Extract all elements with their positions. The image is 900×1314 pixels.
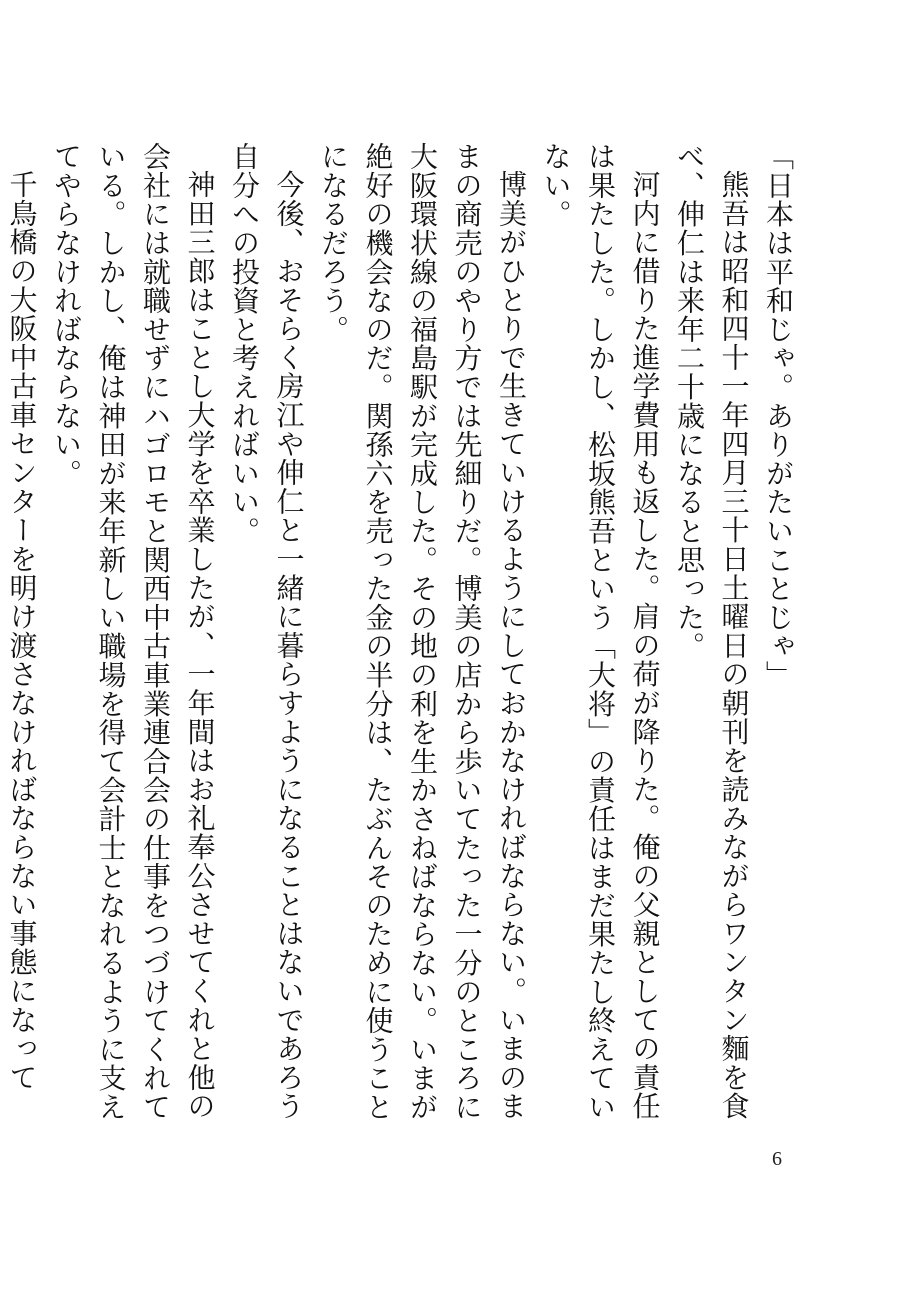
paragraph: 千鳥橋の大阪中古車センターを明け渡さなければならない事態になって <box>5 170 39 1092</box>
paragraph-dialogue: 「日本は平和じゃ。ありがたいことじゃ」 <box>762 142 795 690</box>
paragraph: 博美がひとりで生きていけるようにしておかなければならない。いまのままの商売のやり方では先細りだ。博美の店から歩いてたった一分のところに大阪環状線の福島駅が完成した。その地の利を生かさねばならない。いまが絶好の機会なのだ。関孫六を売った金の半分は、たぶんそのために使うことになるだろう。 <box>317 142 528 1122</box>
vertical-text-body <box>5 142 800 1142</box>
paragraph: 今後、おそらく房江や伸仁と一緒に暮らすようになることはないであろう自分への投資と考えればいい。 <box>228 142 306 1121</box>
paragraph: 神田三郎はことし大学を卒業したが、一年間はお礼奉公させてくれと他の会社には就職せずにハゴロモと関西中古車業連合会の仕事をつづけてくれている。しかし、俺は神田が来年新しい職場を得て会計士となれるように支えてやらなければならない。 <box>50 142 217 1122</box>
paragraph: 河内に借りた進学費用も返した。肩の荷が降りた。俺の父親としての責任は果たした。しかし、松坂熊吾という「大将」の責任はまだ果たし終えていない。 <box>539 142 662 1122</box>
page-number: 6 <box>772 1148 782 1170</box>
paragraph: 熊吾は昭和四十一年四月三十日土曜日の朝刊を読みながらワンタン麵を食べ、伸仁は来年二十歳になると思った。 <box>673 142 751 1121</box>
